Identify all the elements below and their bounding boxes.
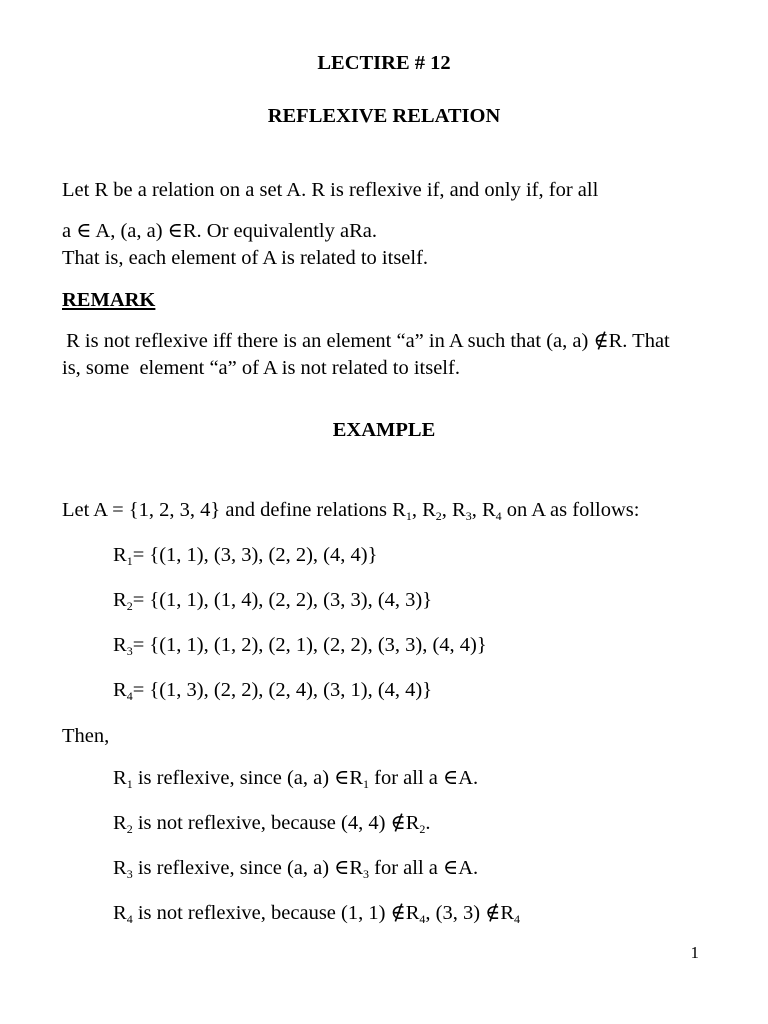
subscript: 2: [435, 509, 442, 524]
subscript: 1: [405, 509, 412, 524]
subscript: 4: [419, 912, 426, 927]
relation-symbol: R: [113, 634, 127, 656]
subscript: 1: [363, 777, 370, 792]
relation-set: = {(1, 1), (3, 3), (2, 2), (4, 4)}: [132, 544, 378, 566]
subscript: 3: [465, 509, 472, 524]
subscript: 4: [514, 912, 521, 927]
subscript: 4: [126, 689, 133, 704]
relation-symbol: R: [113, 767, 127, 789]
page-number: 1: [690, 943, 699, 962]
subscript: 2: [126, 822, 133, 837]
conclusion-line: [113, 767, 479, 792]
conclusion-text: for all a ∈A.: [369, 857, 479, 879]
conclusion-text: is not reflexive, because (1, 1) ∉R: [132, 902, 420, 924]
remark-heading: REMARK: [62, 289, 156, 311]
relation-line: [113, 544, 378, 569]
subscript: 2: [419, 822, 426, 837]
relation-symbol: R: [113, 544, 127, 566]
section-heading: REFLEXIVE RELATION: [267, 105, 501, 127]
subscript: 4: [126, 912, 133, 927]
relation-set: = {(1, 1), (1, 2), (2, 1), (2, 2), (3, 3), (4, 4)}: [132, 634, 487, 656]
intro-text: , R: [411, 499, 436, 521]
subscript: 2: [126, 599, 133, 614]
example-intro: [62, 499, 640, 524]
conclusion-text: for all a ∈A.: [369, 767, 479, 789]
intro-text: Let A = {1, 2, 3, 4} and define relations R: [62, 499, 406, 521]
relation-symbol: R: [113, 679, 127, 701]
relation-line: [113, 589, 433, 614]
conclusion-text: is reflexive, since (a, a) ∈R: [132, 767, 364, 789]
relation-symbol: R: [113, 857, 127, 879]
subscript: 1: [126, 554, 133, 569]
relation-line: [113, 679, 433, 704]
definition-line-1: Let R be a relation on a set A. R is reflexive if, and only if, for all: [62, 179, 599, 201]
relation-line: [113, 634, 487, 659]
intro-text: , R: [471, 499, 496, 521]
conclusion-text: , (3, 3) ∉R: [425, 902, 515, 924]
intro-text: on A as follows:: [501, 499, 640, 521]
then-label: Then,: [62, 725, 110, 747]
subscript: 4: [495, 509, 502, 524]
conclusion-line: [113, 902, 521, 927]
remark-line-1: R is not reflexive iff there is an element “a” in A such that (a, a) ∉R. That: [61, 330, 670, 352]
conclusion-text: .: [425, 812, 431, 834]
relation-set: = {(1, 1), (1, 4), (2, 2), (3, 3), (4, 3)}: [132, 589, 433, 611]
relation-set: = {(1, 3), (2, 2), (2, 4), (3, 1), (4, 4)}: [132, 679, 433, 701]
example-heading: EXAMPLE: [332, 419, 436, 441]
relation-symbol: R: [113, 812, 127, 834]
subscript: 1: [126, 777, 133, 792]
conclusion-text: is reflexive, since (a, a) ∈R: [132, 857, 364, 879]
definition-line-2: a ∈ A, (a, a) ∈R. Or equivalently aRa.: [62, 220, 377, 242]
relation-symbol: R: [113, 902, 127, 924]
subscript: 3: [126, 644, 133, 659]
conclusion-line: [113, 812, 431, 837]
subscript: 3: [126, 867, 133, 882]
subscript: 3: [363, 867, 370, 882]
conclusion-line: [113, 857, 479, 882]
relation-symbol: R: [113, 589, 127, 611]
definition-line-3: That is, each element of A is related to itself.: [62, 247, 429, 269]
intro-text: , R: [441, 499, 466, 521]
conclusion-text: is not reflexive, because (4, 4) ∉R: [132, 812, 420, 834]
page-title: LECTIRE # 12: [317, 52, 451, 74]
remark-line-2: is, some element “a” of A is not related to itself.: [62, 357, 460, 379]
